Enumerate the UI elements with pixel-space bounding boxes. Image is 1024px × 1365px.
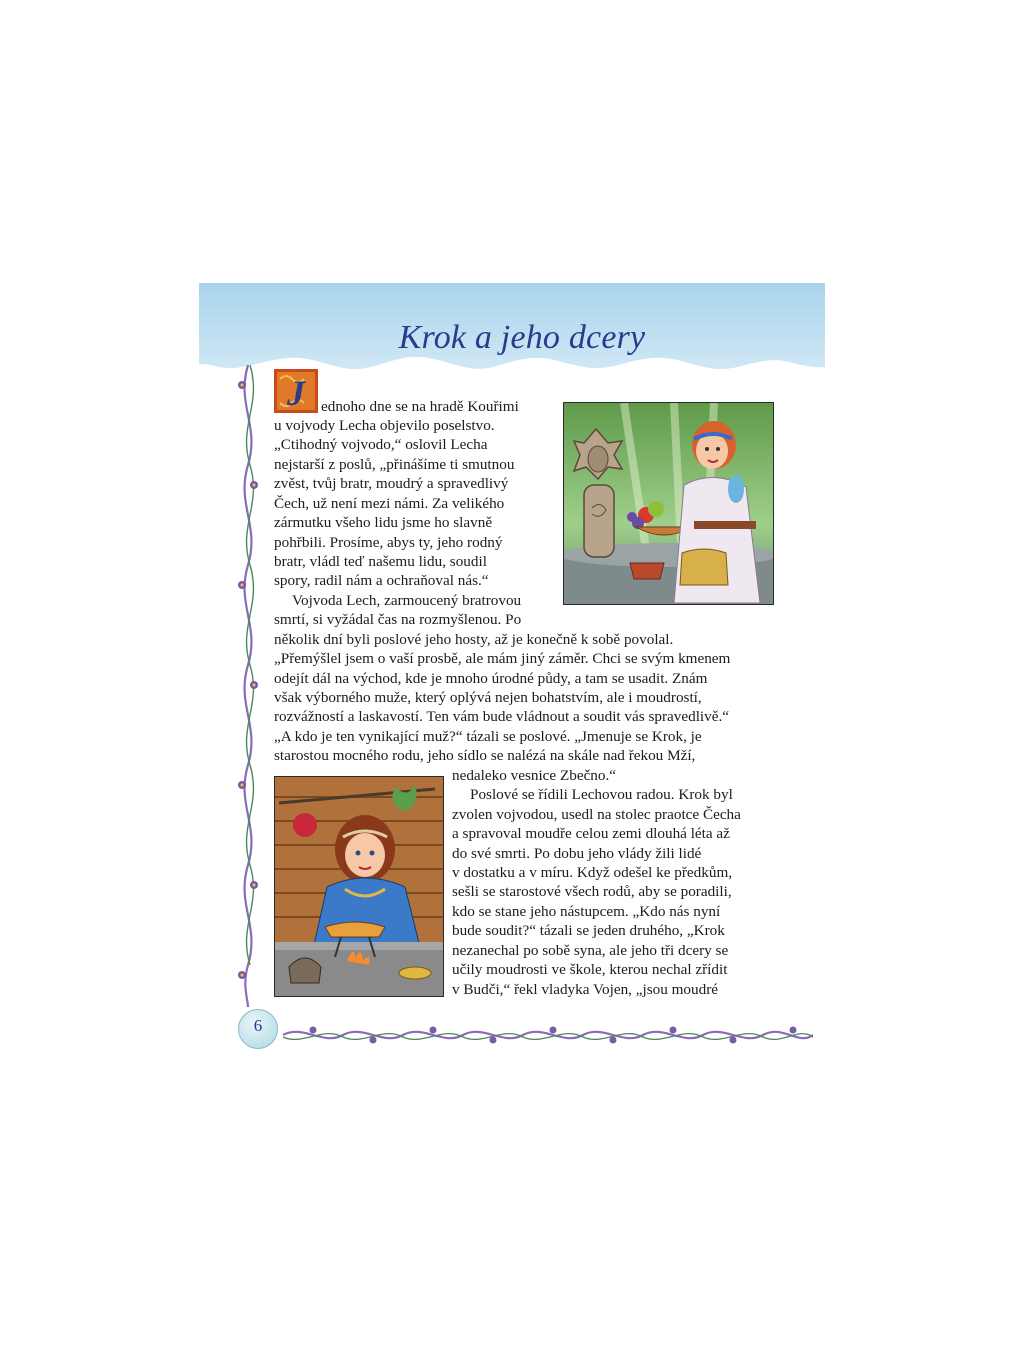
- text-line: „Ctihodný vojvodo,“ oslovil Lecha: [274, 436, 488, 453]
- text-line: Vojvoda Lech, zarmoucený bratrovou: [292, 592, 522, 609]
- text-line: nezanechal po sobě syna, ale jeho tři dcery se: [452, 942, 729, 959]
- text-line: pohřbili. Prosíme, abys ty, jeho rodný: [274, 534, 503, 551]
- text-line: odejít dál na východ, kde je mnoho úrodné půdy, a tam se usadit. Znám: [274, 670, 708, 687]
- text-line: „A kdo je ten vynikající muž?“ tázali se poslové. „Jmenuje se Krok, je: [274, 728, 702, 745]
- text-line: nedaleko vesnice Zbečno.“: [452, 767, 617, 784]
- text-line: zvěst, tvůj bratr, moudrý a spravedlivý: [274, 475, 509, 492]
- text-line: v Budči,“ řekl vladyka Vojen, „jsou moudré: [452, 981, 719, 998]
- text-line: u vojvody Lecha objevilo poselstvo.: [274, 417, 495, 434]
- text-line: bratr, vládl teď našemu lidu, soudil: [274, 553, 487, 570]
- text-line: starostou mocného rodu, jeho sídlo se nalézá na skále nad řekou Mží,: [274, 747, 696, 764]
- text-line: Poslové se řídili Lechovou radou. Krok byl: [470, 786, 733, 803]
- text-line: nejstarší z poslů, „přinášíme ti smutnou: [274, 456, 515, 473]
- page-number: 6: [253, 1016, 263, 1035]
- text-line: bude soudit?“ tázali se jeden druhého, „Krok: [452, 922, 725, 939]
- text-line: kdo se stane jeho nástupcem. „Kdo nás nyní: [452, 903, 721, 920]
- text-line: sešli se starostové všech rodů, aby se poradili,: [452, 883, 732, 900]
- text-line: zvolen vojvodou, usedl na stolec praotce Čecha: [452, 806, 741, 823]
- text-line: několik dní byli poslové jeho hosty, až je konečně k sobě povolal.: [274, 631, 674, 648]
- page-title: Krok a jeho dcery: [398, 319, 646, 356]
- text-line: zármutku všeho lidu jsme ho slavně: [274, 514, 493, 531]
- left-vine-ornament: [232, 365, 264, 1007]
- book-page: [199, 283, 825, 1053]
- bottom-vine-ornament: [283, 1022, 813, 1048]
- text-line: smrtí, si vyžádal čas na rozmyšlenou. Po: [274, 611, 522, 628]
- woman-at-fire-illustration: [274, 776, 444, 997]
- woman-with-idol-illustration: [563, 402, 774, 605]
- dropcap-letter: J: [287, 373, 305, 413]
- text-line: Čech, už není mezi námi. Za velikého: [274, 495, 505, 512]
- text-line: spory, radil nám a ochraňoval nás.“: [274, 572, 489, 589]
- text-line: „Přemýšlel jsem o vaší prosbě, ale mám jiný záměr. Chci se svým kmenem: [274, 650, 731, 667]
- text-line: však výborného muže, který oplývá nejen bohatstvím, ale i moudrostí,: [274, 689, 702, 706]
- text-line: a spravoval moudře celou zemi dlouhá léta až: [452, 825, 730, 842]
- text-line: do své smrti. Po dobu jeho vlády žili lidé: [452, 845, 702, 862]
- text-line: ednoho dne se na hradě Kouřimi: [321, 398, 519, 415]
- text-line: rozvážností a laskavostí. Ten vám bude vládnout a soudit vás spravedlivě.“: [274, 708, 730, 725]
- text-line: učily moudrosti ve škole, kterou nechal zřídit: [452, 961, 728, 978]
- text-line: v dostatku a v míru. Když odešel ke předkům,: [452, 864, 733, 881]
- dropcap-ornament: [274, 369, 318, 413]
